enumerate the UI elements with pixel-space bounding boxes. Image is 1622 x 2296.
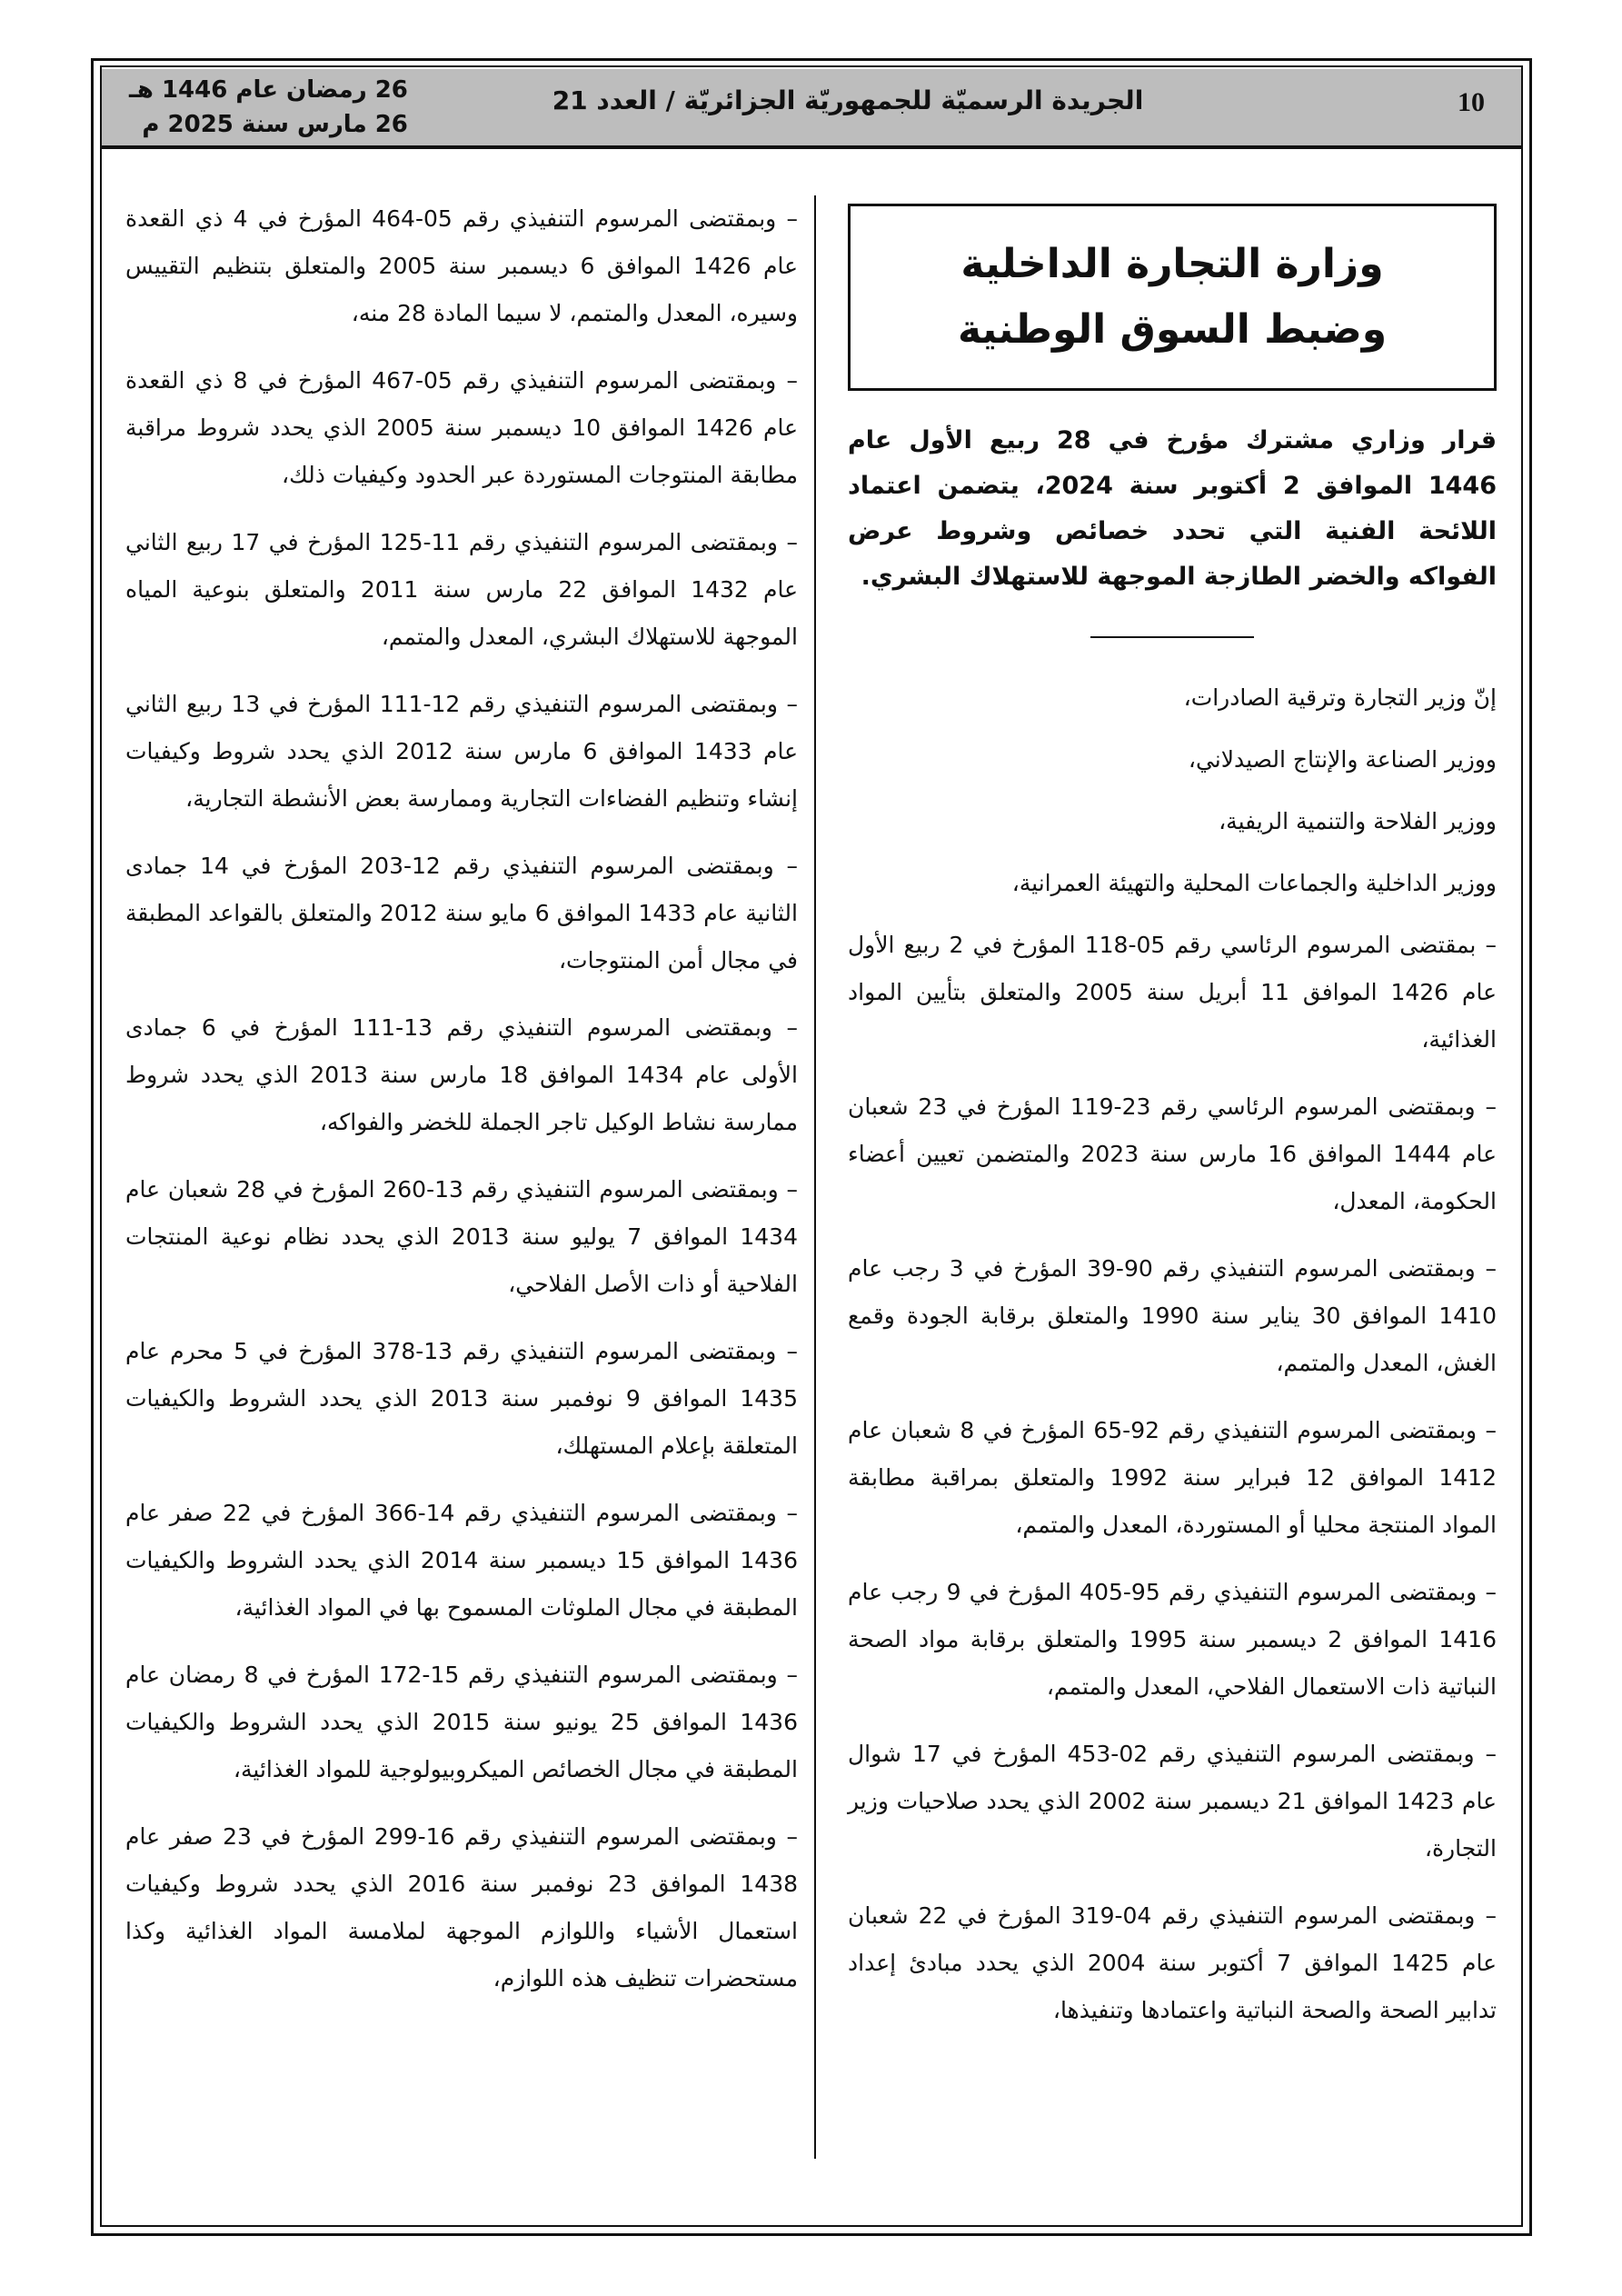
legal-reference: – وبمقتضى المرسوم التنفيذي رقم 13-260 المؤرخ في 28 شعبان عام 1434 الموافق 7 يوليو سنة 2013 الذي يحدد نظام نوعية المنتجات الفلاحية أو ذات الأصل الفلاحي،: [125, 1176, 798, 1297]
legal-reference: – وبمقتضى المرسوم التنفيذي رقم 90-39 المؤرخ في 3 رجب عام 1410 الموافق 30 يناير سنة 1990 والمتعلق برقابة الجودة وقمع الغش، المعدل والمتمم،: [848, 1255, 1497, 1376]
legal-reference: – وبمقتضى المرسوم التنفيذي رقم 92-65 المؤرخ في 8 شعبان عام 1412 الموافق 12 فبراير سنة 1992 والمتعلق بمراقبة مطابقة المواد المنتجة محليا أو المستوردة، المعدل والمتمم،: [848, 1417, 1497, 1538]
decision-title: قرار وزاري مشترك مؤرخ في 28 ربيع الأول عام 1446 الموافق 2 أكتوبر سنة 2024، يتضمن اعتماد اللائحة الفنية التي تحدد خصائص وشروط عرض الفواكه والخضر الطازجة الموجهة للاستهلاك البشري.: [848, 426, 1497, 591]
legal-reference: – وبمقتضى المرسوم الرئاسي رقم 23-119 المؤرخ في 23 شعبان عام 1444 الموافق 16 مارس سنة 2023 والمتضمن تعيين أعضاء الحكومة، المعدل،: [848, 1093, 1497, 1214]
legal-reference: – وبمقتضى المرسوم التنفيذي رقم 12-111 المؤرخ في 13 ربيع الثاني عام 1433 الموافق 6 مارس سنة 2012 الذي يحدد شروط وكيفيات إنشاء وتنظيم الفضاءات التجارية وممارسة بعض الأنشطة التجارية،: [125, 691, 798, 812]
opening-line: ووزير الصناعة والإنتاج الصيدلاني،: [1188, 746, 1497, 773]
legal-reference: – وبمقتضى المرسوم التنفيذي رقم 02-453 المؤرخ في 17 شوال عام 1423 الموافق 21 ديسمبر سنة 2002 الذي يحدد صلاحيات وزير التجارة،: [848, 1741, 1498, 1862]
opening-line: ووزير الداخلية والجماعات المحلية والتهيئة العمرانية،: [1011, 870, 1497, 896]
opening-line: إنّ وزير التجارة وترقية الصادرات،: [1183, 684, 1497, 711]
ministry-title-box: [848, 204, 1497, 391]
issue-date: [129, 73, 408, 142]
legal-reference: – وبمقتضى المرسوم التنفيذي رقم 95-405 المؤرخ في 9 رجب عام 1416 الموافق 2 ديسمبر سنة 1995 والمتعلق برقابة مواد الصحة النباتية ذات الاستعمال الفلاحي، المعدل والمتمم،: [848, 1579, 1497, 1700]
column-divider: [814, 195, 816, 2159]
legal-reference: – وبمقتضى المرسوم التنفيذي رقم 13-378 المؤرخ في 5 محرم عام 1435 الموافق 9 نوفمبر سنة 2013 الذي يحدد الشروط والكيفيات المتعلقة بإعلام المستهلك،: [125, 1338, 798, 1459]
legal-reference: – وبمقتضى المرسوم التنفيذي رقم 04-319 المؤرخ في 22 شعبان عام 1425 الموافق 7 أكتوبر سنة 2004 الذي يحدد مبادئ إعداد تدابير الصحة والصحة النباتية واعتمادها وتنفيذها،: [848, 1902, 1498, 2023]
page-number: 10: [1458, 87, 1485, 117]
ministry-title-line2: وضبط السوق الوطنية: [957, 306, 1388, 353]
legal-reference: – وبمقتضى المرسوم التنفيذي رقم 05-464 المؤرخ في 4 ذي القعدة عام 1426 الموافق 6 ديسمبر سنة 2005 والمتعلق بتنظيم التقييس وسيره، المعدل والمتمم، لا سيما المادة 28 منه،: [125, 205, 799, 326]
hijri-date: 26 رمضان عام 1446 هـ: [129, 76, 408, 104]
gregorian-date: 26 مارس سنة 2025 م: [142, 111, 408, 138]
legal-reference: – وبمقتضى المرسوم التنفيذي رقم 15-172 المؤرخ في 8 رمضان عام 1436 الموافق 25 يونيو سنة 2015 الذي يحدد الشروط والكيفيات المطبقة في مجال الخصائص الميكروبيولوجية للمواد الغذائية،: [125, 1662, 798, 1782]
journal-title: الجريدة الرسميّة للجمهوريّة الجزائريّة / العدد 21: [552, 85, 1144, 115]
legal-reference: – وبمقتضى المرسوم التنفيذي رقم 14-366 المؤرخ في 22 صفر عام 1436 الموافق 15 ديسمبر سنة 2014 الذي يحدد الشروط والكيفيات المطبقة في مجال الملوثات المسموح بها في المواد الغذائية،: [125, 1500, 798, 1621]
legal-reference: – بمقتضى المرسوم الرئاسي رقم 05-118 المؤرخ في 2 ربيع الأول عام 1426 الموافق 11 أبريل سنة 2005 والمتعلق بتأيين المواد الغذائية،: [848, 932, 1497, 1053]
legal-reference: – وبمقتضى المرسوم التنفيذي رقم 12-203 المؤرخ في 14 جمادى الثانية عام 1433 الموافق 6 مايو سنة 2012 والمتعلق بالقواعد المطبقة في مجال أمن المنتوجات،: [125, 853, 798, 973]
legal-reference: – وبمقتضى المرسوم التنفيذي رقم 13-111 المؤرخ في 6 جمادى الأولى عام 1434 الموافق 18 مارس سنة 2013 الذي يحدد شروط ممارسة نشاط الوكيل تاجر الجملة للخضر والفواكه،: [125, 1014, 798, 1135]
right-column: [848, 204, 1497, 2054]
separator-rule: [1090, 636, 1254, 638]
legal-reference: – وبمقتضى المرسوم التنفيذي رقم 05-467 المؤرخ في 8 ذي القعدة عام 1426 الموافق 10 ديسمبر سنة 2005 الذي يحدد شروط مراقبة مطابقة المنتوجات المستوردة عبر الحدود وكيفيات ذلك،: [125, 367, 798, 488]
legal-reference: – وبمقتضى المرسوم التنفيذي رقم 11-125 المؤرخ في 17 ربيع الثاني عام 1432 الموافق 22 مارس سنة 2011 والمتعلق بنوعية المياه الموجهة للاستهلاك البشري، المعدل والمتمم،: [125, 529, 798, 650]
left-column: [125, 195, 798, 2022]
legal-reference: – وبمقتضى المرسوم التنفيذي رقم 16-299 المؤرخ في 23 صفر عام 1438 الموافق 23 نوفمبر سنة 2016 الذي يحدد شروط وكيفيات استعمال الأشياء واللوازم الموجهة لملامسة المواد الغذائية وكذا مستحضرات تنظيف هذه اللوازم،: [125, 1823, 799, 1992]
opening-line: ووزير الفلاحة والتنمية الريفية،: [1219, 808, 1497, 834]
page-header: [102, 69, 1521, 149]
ministry-title-line1: وزارة التجارة الداخلية: [960, 241, 1384, 287]
